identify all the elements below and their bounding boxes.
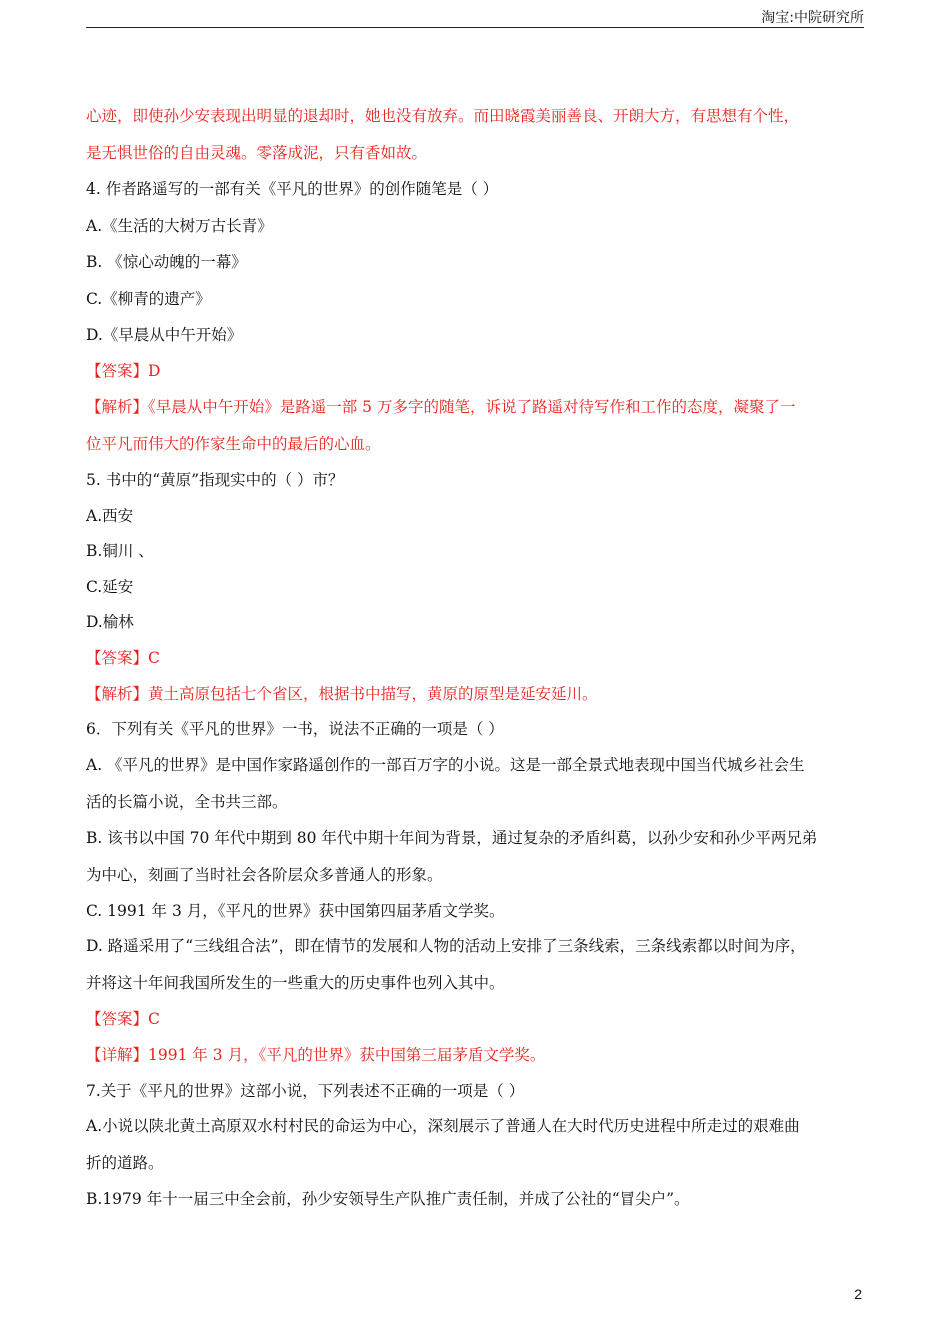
option-b: B.铜川 、 [86,542,154,560]
text-line: 心迹，即使孙少安表现出明显的退却时，她也没有放弃。而田晓霞美丽善良、开朗大方，有思想有个性， [86,107,800,125]
page-header [86,0,864,28]
question-7: 7.关于《平凡的世界》这部小说，下列表述不正确的一项是（ ） [86,1082,525,1100]
option-a: A. 《平凡的世界》是中国作家路遥创作的一部百万字的小说。这是一部全景式地表现中国当代城乡社会生 [86,756,805,774]
option-c: C.《柳青的遗产》 [86,290,211,308]
text-line: 是无惧世俗的自由灵魂。零落成泥，只有香如故。 [86,144,428,162]
option-b-cont: 为中心，刻画了当时社会各阶层众多普通人的形象。 [86,866,443,884]
option-a: A.《生活的大树万古长青》 [86,217,273,235]
option-b: B.1979 年十一届三中全会前，孙少安领导生产队推广责任制，并成了公社的“冒尖户”。 [86,1190,690,1208]
option-d: D. 路遥采用了“三线组合法”，即在情节的发展和人物的活动上安排了三条线索，三条线索都以时间为序， [86,937,806,955]
analysis-line: 【解析】《早晨从中午开始》是路遥一部 5 万多字的随笔，诉说了路遥对待写作和工作的态度，凝聚了一 [86,398,796,416]
analysis-line: 位平凡而伟大的作家生命中的最后的心血。 [86,435,381,453]
header-source-text: 淘宝:中院研究所 [761,10,864,26]
question-5: 5. 书中的“黄原”指现实中的（ ）市？ [86,471,344,489]
option-c: C. 1991 年 3 月，《平凡的世界》获中国第四届茅盾文学奖。 [86,902,505,920]
option-a: A.小说以陕北黄土高原双水村村民的命运为中心，深刻展示了普通人在大时代历史进程中所走过的艰难曲 [86,1117,800,1135]
option-b: B. 《惊心动魄的一幕》 [86,253,247,271]
option-d: D.《早晨从中午开始》 [86,326,243,344]
option-b: B. 该书以中国 70 年代中期到 80 年代中期十年间为背景，通过复杂的矛盾纠葛，以孙少安和孙少平两兄弟 [86,829,818,847]
option-a: A.西安 [86,507,134,525]
option-d-cont: 并将这十年间我国所发生的一些重大的历史事件也列入其中。 [86,974,505,992]
question-4: 4. 作者路遥写的一部有关《平凡的世界》的创作随笔是（ ） [86,180,499,198]
answer-line: 【答案】C [86,1010,160,1028]
option-a-cont: 折的道路。 [86,1154,164,1172]
answer-line: 【答案】D [86,362,161,380]
explanation-line: 【详解】1991 年 3 月，《平凡的世界》获中国第三届茅盾文学奖。 [86,1046,546,1064]
answer-line: 【答案】C [86,649,160,667]
question-6: 6．下列有关《平凡的世界》一书，说法不正确的一项是（ ） [86,720,504,738]
option-d: D.榆林 [86,613,134,631]
page-number: 2 [854,1286,862,1302]
analysis-line: 【解析】黄土高原包括七个省区，根据书中描写，黄原的原型是延安延川。 [86,685,598,703]
option-c: C.延安 [86,578,134,596]
option-a-cont: 活的长篇小说，全书共三部。 [86,793,288,811]
